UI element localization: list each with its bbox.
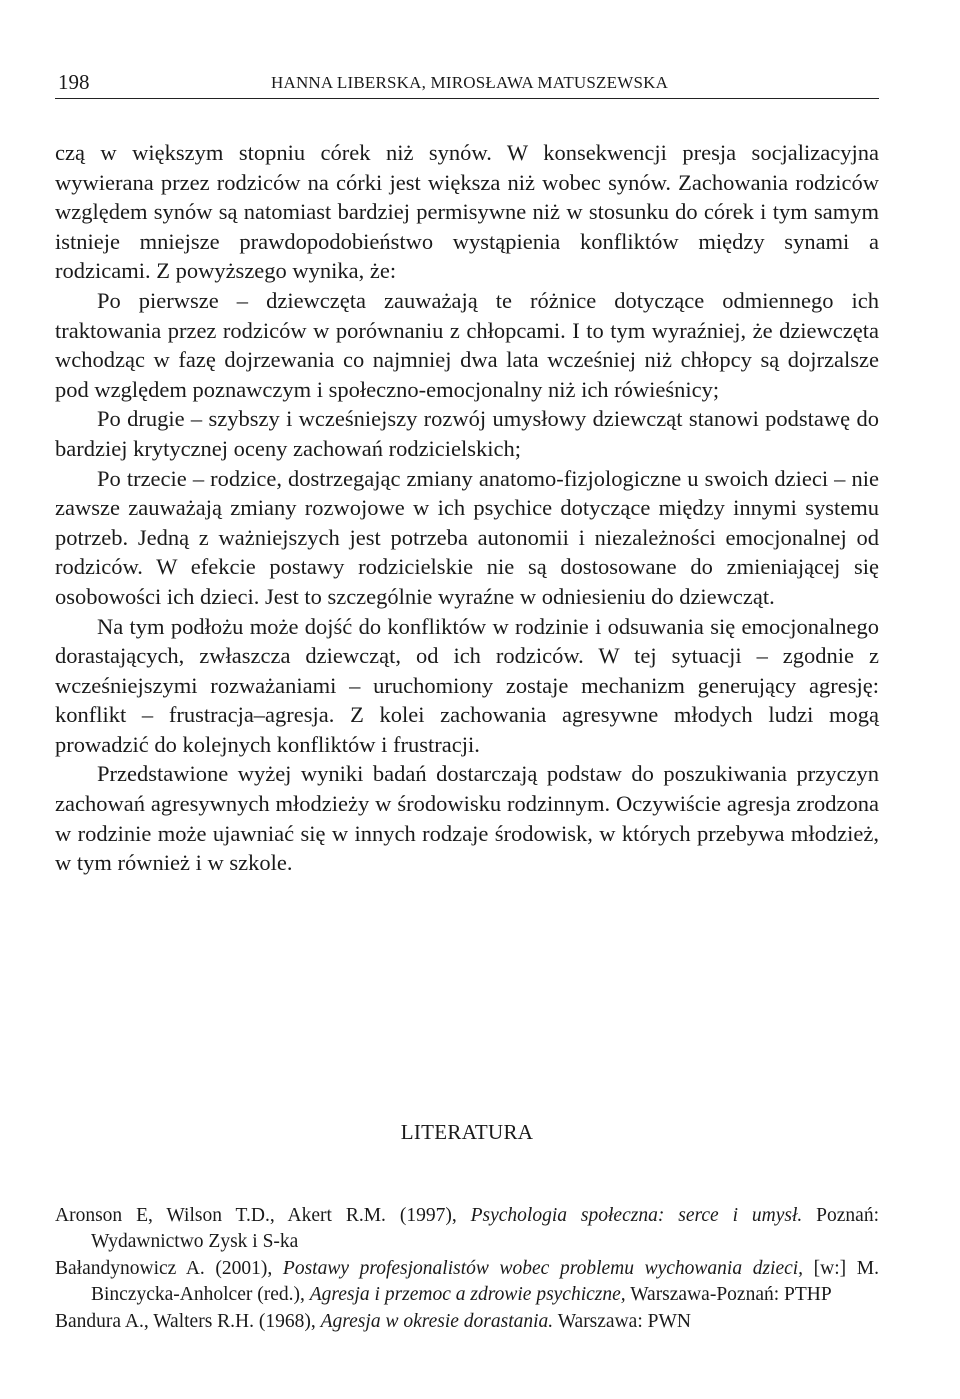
paragraph: Po pierwsze – dziewczęta zauważają te różnice dotyczące odmiennego ich traktowania przez rodziców w porównaniu z chłopcami. I to tym wyraźniej, że dziewczęta wchodząc w fazę dojrzewania co najmniej dwa lata wcześniej niż chłopcy są dojrzalsze pod względem poznawczym i społeczno-emocjonalny niż ich rówieśnicy; [55,287,879,402]
literature-heading: LITERATURA [400,1120,534,1144]
reference-title: Postawy profesjonalistów wobec problemu wychowania dzieci, [282,1258,804,1279]
reference-item [55,1309,879,1335]
page-header [55,68,879,99]
paragraph: Po trzecie – rodzice, dostrzegając zmiany anatomo-fizjologiczne u swoich dzieci – nie zawsze zauważają zmiany rozwojowe w ich psychice dotyczące między innymi systemu potrzeb. Jedną z ważniejszych jest potrzeba autonomii i niezależności emocjonalnej od rodziców. W efekcie postawy rodzicielskie nie są dostosowane do zmieniającej się osobowości ich dzieci. Jest to szczególnie wyraźne w odniesieniu do dziewcząt. [55,465,879,609]
reference-editor: [w:] M. Binczycka-Anholcer (red.), [91,1258,880,1305]
paragraph: Przedstawione wyżej wyniki badań dostarczają podstaw do poszukiwania przyczyn zachowań agresywnych młodzieży w środowisku rodzinnym. Oczywiście agresja zrodzona w rodzinie może ujawniać się w innych rodzaje środowisk, w których przebywa młodzież, w tym również i w szkole. [55,761,879,876]
paragraph: Na tym podłożu może dojść do konfliktów w rodzinie i odsuwania się emocjonalnego dorastających, zwłaszcza dziewcząt, od ich rodziców. W tej sytuacji – zgodnie z wcześniejszymi rozważaniami – uruchomiony zostaje mechanizm generujący agresję: konflikt – frustracja–agresja. Z kolei zachowania agresywne młodych ludzi mogą prowadzić do kolejnych konfliktów i frustracji. [55,613,879,757]
reference-publisher: Poznań: Wydawnictwo Zysk i S-ka [91,1205,879,1252]
reference-book-title: Agresja i przemoc a zdrowie psychiczne, [309,1284,626,1305]
reference-list [55,1203,879,1336]
page-number: 198 [58,70,90,94]
reference-authors: Aronson E, Wilson T.D., Akert R.M. (1997), [55,1205,471,1226]
reference-authors: Bałandynowicz A. (2001), [55,1258,283,1279]
reference-title: Psychologia społeczna: serce i umysł. [470,1205,803,1226]
reference-publisher: Warszawa-Poznań: PTHP [625,1284,832,1305]
body-text [55,138,879,878]
reference-item [55,1256,879,1308]
reference-item [55,1203,879,1255]
running-title: HANNA LIBERSKA, MIROSŁAWA MATUSZEWSKA [271,73,669,92]
reference-title: Agresja w okresie dorastania. [320,1311,554,1332]
paragraph: Po drugie – szybszy i wcześniejszy rozwój umysłowy dziewcząt stanowi podstawę do bardziej krytycznej oceny zachowań rodzicielskich; [55,406,879,461]
reference-publisher: Warszawa: PWN [553,1311,691,1332]
reference-authors: Bandura A., Walters R.H. (1968), [55,1311,321,1332]
paragraph: czą w większym stopniu córek niż synów. W konsekwencji presja socjalizacyjna wywierana przez rodziców na córki jest większa niż wobec synów. Zachowania rodziców względem synów są natomiast bardziej permisywne niż w stosunku do córek i tym samym istnieje mniejsze prawdopodobieństwo wystąpienia konfliktów między synami a rodzicami. Z powyższego wynika, że: [55,140,879,284]
